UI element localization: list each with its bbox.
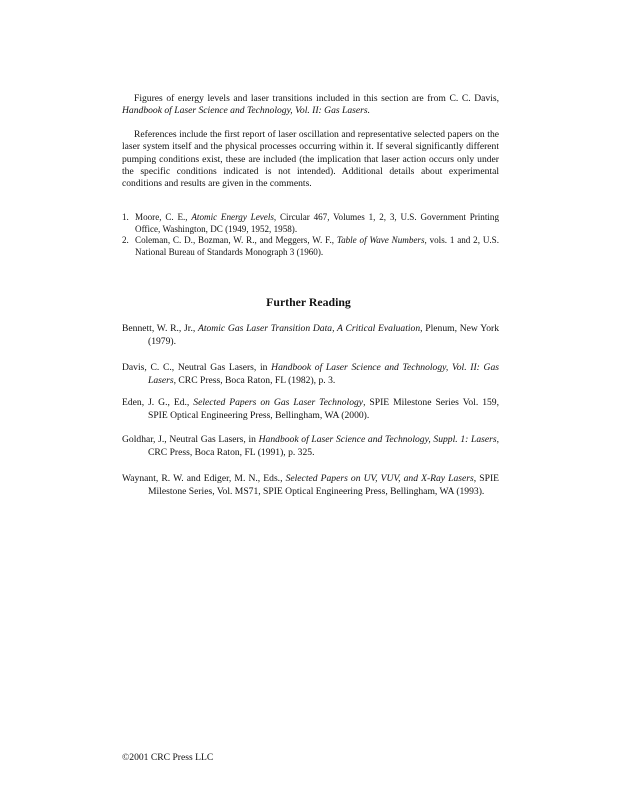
entry-title: Handbook of Laser Science and Technology, Suppl. 1: Lasers [258, 434, 497, 445]
intro-book-title: Handbook of Laser Science and Technology, Vol. II: Gas Lasers. [122, 105, 370, 117]
reference-title: Atomic Energy Levels [191, 212, 274, 222]
further-reading-entry [122, 361, 499, 387]
entry-details: , CRC Press, Boca Raton, FL (1982), p. 3. [173, 375, 336, 386]
further-reading-entry [122, 322, 499, 348]
entry-title: Selected Papers on UV, VUV, and X-Ray Lasers [285, 473, 474, 484]
reference-item [122, 235, 499, 258]
reference-text [135, 212, 499, 235]
reference-number: 1. [122, 212, 129, 222]
reference-list [122, 212, 499, 258]
further-reading-heading: Further Reading [266, 295, 351, 309]
copyright-footer: ©2001 CRC Press LLC [122, 752, 214, 763]
further-reading-entry [122, 472, 499, 498]
entry-title: Handbook of Laser Science and Technology, Vol. II: Gas Lasers [148, 362, 500, 386]
entry-details: , Plenum, New York (1979). [148, 323, 499, 347]
reference-details: , Circular 467, Volumes 1, 2, 3, U.S. Government Printing Office, Washington, DC (1949, 1952, 1958). [135, 212, 500, 234]
reference-number: 2. [122, 235, 129, 246]
entry-authors: Waynant, R. W. and Ediger, M. N., Eds., [122, 473, 286, 484]
reference-item [122, 212, 499, 235]
entry-details: , CRC Press, Boca Raton, FL (1991), p. 325. [148, 434, 499, 458]
reference-text [135, 235, 499, 258]
entry-authors: Davis, C. C., Neutral Gas Lasers, in [122, 362, 272, 373]
entry-details: , SPIE Milestone Series Vol. 159, SPIE Optical Engineering Press, Bellingham, WA (2000). [148, 397, 500, 421]
entry-authors: Bennett, W. R., Jr., [122, 323, 198, 334]
entry-title: Atomic Gas Laser Transition Data, A Critical Evaluation [197, 323, 421, 334]
reference-authors: Coleman, C. D., Bozman, W. R., and Meggers, W. F., [135, 235, 337, 246]
reference-authors: Moore, C. E., [135, 212, 192, 222]
further-reading-entry [122, 396, 499, 422]
reference-details: , vols. 1 and 2, U.S. National Bureau of Standards Monograph 3 (1960). [135, 235, 499, 257]
entry-title: Selected Papers on Gas Laser Technology [193, 397, 364, 408]
entry-authors: Eden, J. G., Ed., [122, 397, 194, 408]
intro-paragraph [122, 93, 499, 118]
intro-text: Figures of energy levels and laser transitions included in this section are from C. C. Davis, [134, 93, 499, 104]
references-paragraph: References include the first report of laser oscillation and representative selected papers on the laser system itself and the physical processes occurring within it. If several significantly different pumping conditions exist, these are included (the implication that laser action occurs only under the specific conditions indicated is not intended). Additional details about experimental conditions and results are given in the comments. [122, 129, 499, 190]
entry-details: , SPIE Milestone Series, Vol. MS71, SPIE Optical Engineering Press, Bellingham, WA (1993). [148, 473, 499, 497]
entry-authors: Goldhar, J., Neutral Gas Lasers, in [122, 434, 259, 445]
reference-title: Table of Wave Numbers [336, 235, 425, 246]
further-reading-entry [122, 433, 499, 459]
